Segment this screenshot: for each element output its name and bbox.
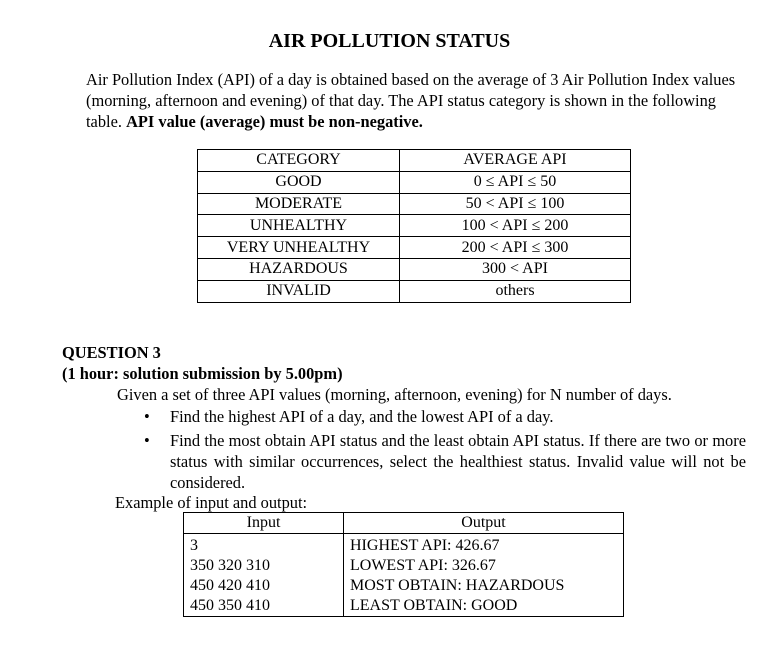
input-line: 350 320 310 (190, 557, 270, 574)
input-line: 450 350 410 (190, 597, 270, 614)
header-category: CATEGORY (198, 150, 400, 172)
range-cell: 50 < API ≤ 100 (400, 193, 631, 215)
range-cell: 200 < API ≤ 300 (400, 237, 631, 259)
output-line: LEAST OBTAIN: GOOD (350, 597, 518, 614)
header-input: Input (184, 513, 344, 534)
table-row (198, 237, 631, 259)
range-cell: 100 < API ≤ 200 (400, 215, 631, 237)
category-cell: VERY UNHEALTHY (198, 237, 400, 259)
table-row (198, 258, 631, 280)
category-cell: UNHEALTHY (198, 215, 400, 237)
io-body-row (184, 534, 624, 617)
table-row (198, 193, 631, 215)
output-line: LOWEST API: 326.67 (350, 557, 496, 574)
range-cell: others (400, 280, 631, 302)
question-title: QUESTION 3 (62, 343, 161, 362)
question-description: Given a set of three API values (morning, afternoon, evening) for N number of days. (117, 385, 672, 404)
output-line: MOST OBTAIN: HAZARDOUS (350, 577, 565, 594)
api-category-table (197, 149, 631, 303)
input-line: 3 (190, 537, 198, 554)
range-cell: 300 < API (400, 258, 631, 280)
category-cell: MODERATE (198, 193, 400, 215)
output-cell (344, 534, 624, 617)
io-example-table (183, 512, 624, 617)
table-row (198, 215, 631, 237)
output-line: HIGHEST API: 426.67 (350, 537, 500, 554)
category-cell: GOOD (198, 171, 400, 193)
intro-text: Air Pollution Index (API) of a day is obtained based on the average of 3 Air Pollution Index values (morning, afternoon and evening) of that day. The API status category is shown in the following table. (86, 70, 736, 131)
table-row (198, 280, 631, 302)
category-cell: HAZARDOUS (198, 258, 400, 280)
bullet-text: Find the highest API of a day, and the lowest API of a day. (170, 407, 554, 426)
bullet-icon: • (144, 407, 150, 426)
intro-bold-note: API value (average) must be non-negative. (126, 112, 423, 131)
header-output: Output (344, 513, 624, 534)
table-header-row (198, 150, 631, 172)
input-line: 450 420 410 (190, 577, 270, 594)
bullet-icon: • (144, 431, 150, 450)
input-cell (184, 534, 344, 617)
header-average-api: AVERAGE API (400, 150, 631, 172)
table-row (198, 171, 631, 193)
intro-paragraph (86, 69, 746, 132)
bullet-text: Find the most obtain API status and the least obtain API status. If there are two or more status with similar occurrences, select the healthiest status. Invalid value will not be considered. (170, 431, 746, 492)
range-cell: 0 ≤ API ≤ 50 (400, 171, 631, 193)
example-label: Example of input and output: (115, 493, 308, 512)
question-subtitle: (1 hour: solution submission by 5.00pm) (62, 364, 343, 383)
io-header-row (184, 513, 624, 534)
page-title: AIR POLLUTION STATUS (268, 30, 511, 52)
category-cell: INVALID (198, 280, 400, 302)
